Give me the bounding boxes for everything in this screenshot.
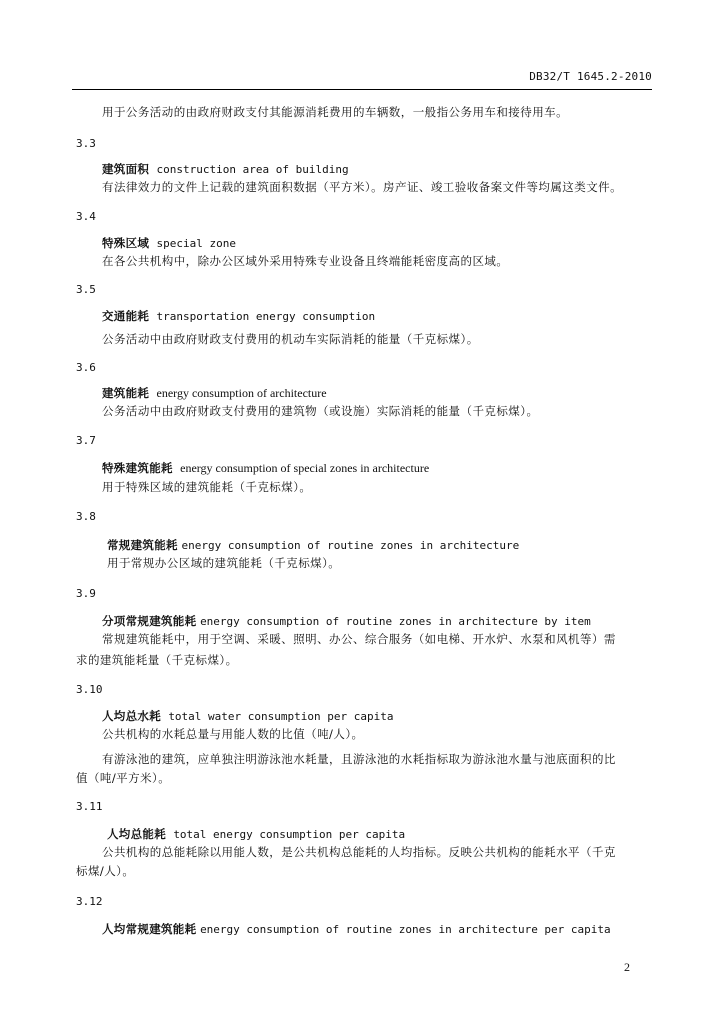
section-number: 3.3 <box>76 137 96 150</box>
definition-line: 常规建筑能耗中，用于空调、采暖、照明、办公、综合服务（如电梯、开水炉、水泵和风机等）需 <box>102 632 616 646</box>
section-number: 3.4 <box>76 210 96 223</box>
term-zh: 交通能耗 <box>102 309 150 323</box>
definition-line: 公务活动中由政府财政支付费用的建筑物（或设施）实际消耗的能量（千克标煤）。 <box>102 404 539 418</box>
term-heading <box>102 614 591 629</box>
section-number: 3.10 <box>76 683 103 696</box>
definition-line: 公共机构的总能耗除以用能人数，是公共机构总能耗的人均指标。反映公共机构的能耗水平（千克 <box>102 845 616 859</box>
term-zh: 特殊区域 <box>102 236 150 250</box>
term-en: special zone <box>156 237 236 250</box>
term-en: transportation energy consumption <box>156 310 376 323</box>
term-en: energy consumption of routine zones in architecture per capita <box>200 923 611 936</box>
term-zh: 建筑能耗 <box>102 386 150 400</box>
definition-line: 在各公共机构中，除办公区域外采用特殊专业设备且终端能耗密度高的区域。 <box>102 254 509 268</box>
definition-line: 公共机构的水耗总量与用能人数的比值（吨/人）。 <box>102 727 364 741</box>
term-heading <box>102 162 349 177</box>
section-number: 3.9 <box>76 587 96 600</box>
definition-line: 用于常规办公区域的建筑能耗（千克标煤）。 <box>107 556 341 570</box>
term-zh: 人均总能耗 <box>107 827 166 841</box>
term-heading <box>102 236 236 251</box>
term-heading <box>107 827 405 842</box>
term-en: energy consumption of routine zones in architecture by item <box>200 615 591 628</box>
term-zh: 特殊建筑能耗 <box>102 461 173 475</box>
term-en: energy consumption of architecture <box>156 386 327 400</box>
definition-line: 求的建筑能耗量（千克标煤）。 <box>76 653 238 667</box>
section-number: 3.7 <box>76 434 96 447</box>
section-number: 3.8 <box>76 510 96 523</box>
document-id: DB32/T 1645.2-2010 <box>529 70 652 83</box>
term-heading <box>102 386 327 400</box>
term-en: energy consumption of routine zones in architecture <box>181 539 520 552</box>
definition-line: 有法律效力的文件上记载的建筑面积数据（平方米）。房产证、竣工验收备案文件等均属这类文件。 <box>102 180 623 194</box>
term-heading <box>102 309 375 324</box>
section-number: 3.11 <box>76 800 103 813</box>
term-heading <box>102 922 611 937</box>
intro-line: 用于公务活动的由政府财政支付其能源消耗费用的车辆数，一般指公务用车和接待用车。 <box>102 105 569 119</box>
section-number: 3.5 <box>76 283 96 296</box>
term-heading <box>102 709 393 724</box>
term-en: energy consumption of special zones in architecture <box>180 461 430 475</box>
term-heading <box>107 538 519 553</box>
term-en: total energy consumption per capita <box>173 828 406 841</box>
section-number: 3.6 <box>76 361 96 374</box>
definition-line: 用于特殊区域的建筑能耗（千克标煤）。 <box>102 480 312 494</box>
page-number: 2 <box>624 960 630 974</box>
term-heading <box>102 461 429 475</box>
definition-line: 标煤/人）。 <box>76 864 135 878</box>
term-zh: 人均常规建筑能耗 <box>102 922 197 936</box>
term-zh: 分项常规建筑能耗 <box>102 614 197 628</box>
term-zh: 建筑面积 <box>102 162 150 176</box>
definition-line: 值（吨/平方米）。 <box>76 771 171 785</box>
term-en: construction area of building <box>156 163 349 176</box>
term-en: total water consumption per capita <box>168 710 394 723</box>
definition-line: 有游泳池的建筑，应单独注明游泳池水耗量，且游泳池的水耗指标取为游泳池水量与池底面积的比 <box>102 752 616 766</box>
header-rule <box>72 89 652 90</box>
section-number: 3.12 <box>76 895 103 908</box>
term-zh: 人均总水耗 <box>102 709 161 723</box>
definition-line: 公务活动中由政府财政支付费用的机动车实际消耗的能量（千克标煤）。 <box>102 332 479 346</box>
term-zh: 常规建筑能耗 <box>107 538 178 552</box>
